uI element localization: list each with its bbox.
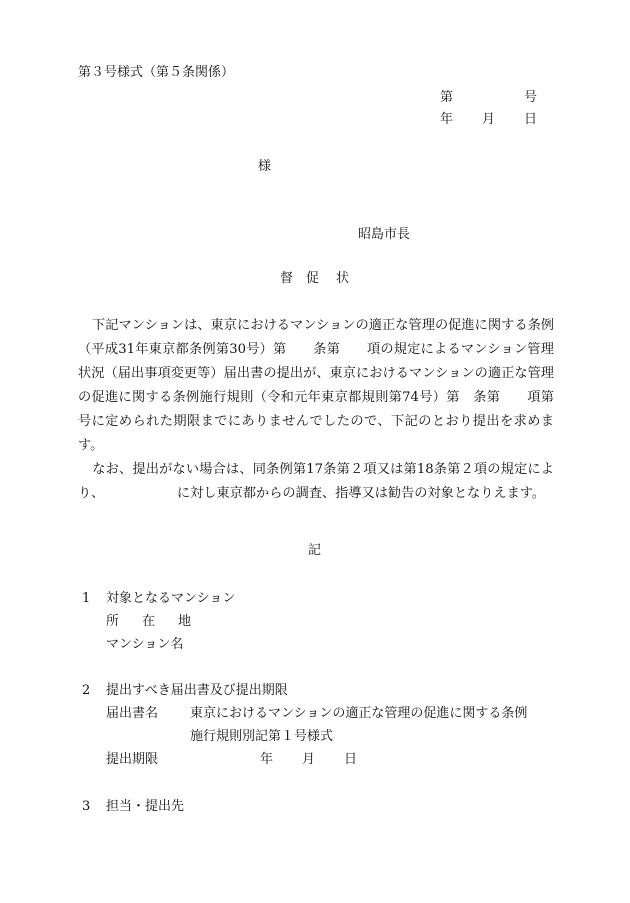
section-3-number: 3: [82, 799, 91, 814]
doc-name-line-1: 東京におけるマンションの適正な管理の促進に関する条例: [190, 706, 528, 721]
location-label-char-3: 地: [178, 614, 192, 629]
location-label-char-2: 在: [142, 614, 156, 629]
ki-heading: 記: [308, 543, 322, 558]
date-day: 日: [524, 112, 538, 127]
body-paragraph-1: [78, 314, 581, 458]
section-3-heading: 担当・提出先: [106, 799, 185, 814]
sender: 昭島市長: [358, 227, 411, 242]
deadline-label: 提出期限: [106, 752, 159, 767]
date-year: 年: [440, 112, 454, 127]
doc-name-label: 届出書名: [106, 706, 159, 721]
title-char-1: 督: [280, 271, 294, 286]
title-char-3: 状: [336, 271, 350, 286]
location-label-char-1: 所: [106, 614, 120, 629]
section-1-heading: 対象となるマンション: [106, 591, 236, 606]
body-paragraph-2: [78, 458, 554, 506]
deadline-year: 年: [260, 752, 274, 767]
mansion-name-label: マンション名: [106, 637, 184, 652]
addressee-suffix: 様: [258, 159, 272, 174]
section-2-number: 2: [82, 683, 91, 698]
section-2-heading: 提出すべき届出書及び提出期限: [106, 683, 288, 698]
doc-name-line-2: 施行規則別記第１号様式: [190, 729, 334, 744]
paragraph-1-text: 下記マンションは、東京におけるマンションの適正な管理の促進に関する条例（平成31年東京都条例第30号）第 条第 項の規定によるマンション管理状況（届出事項変更等）届出書の提出が、東京におけるマンションの適正な管理の促進に関する条例施行規則（令和元年東京都規則第74号）第 条第 項第 号に定められた期限までにありませんでしたので、下記のとおり提出を求めます。: [78, 318, 581, 453]
deadline-month: 月: [302, 752, 316, 767]
deadline-day: 日: [344, 752, 358, 767]
doc-number-dai: 第: [440, 90, 454, 105]
section-1-number: 1: [82, 591, 91, 606]
date-month: 月: [482, 112, 496, 127]
title-char-2: 促: [306, 271, 320, 286]
doc-number-gou: 号: [524, 90, 538, 105]
paragraph-2-text: なお、提出がない場合は、同条例第17条第２項又は第18条第２項の規定により、 に対し東京都からの調査、指導又は勧告の対象となりえます。: [78, 462, 554, 501]
form-label: 第３号様式（第５条関係）: [78, 65, 235, 80]
